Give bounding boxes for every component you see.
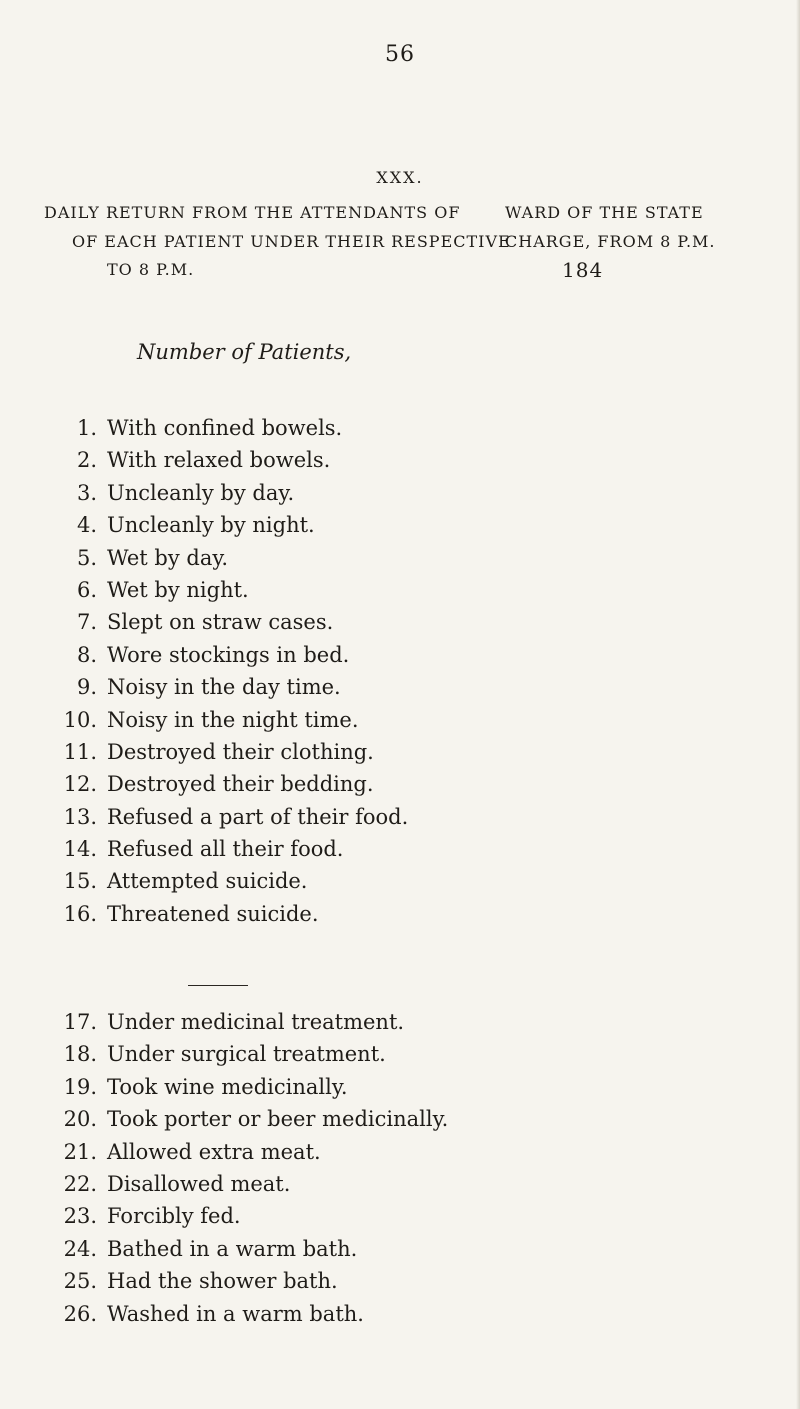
heading-right-line-3: 184 xyxy=(562,258,604,282)
heading-left-line-2: OF EACH PATIENT UNDER THEIR RESPECTIVE xyxy=(72,232,511,251)
list-item xyxy=(52,708,652,740)
list-item-number: 15. xyxy=(63,869,97,894)
list-item-number: 4. xyxy=(76,513,97,538)
section-numeral: XXX. xyxy=(376,168,424,187)
list-item-number: 11. xyxy=(63,739,97,764)
list-item xyxy=(52,1140,652,1172)
list-item xyxy=(52,837,652,869)
heading-right-line-1: WARD OF THE STATE xyxy=(505,203,704,222)
heading-right-line-2: CHARGE, FROM 8 P.M. xyxy=(505,232,716,251)
list-item-text: Noisy in the day time. xyxy=(107,675,341,700)
list-item-text: Noisy in the night time. xyxy=(107,707,359,732)
list-item xyxy=(52,1107,652,1139)
list-item-text: Took wine medicinally. xyxy=(107,1074,348,1099)
list-item xyxy=(52,513,652,545)
list-item xyxy=(52,1204,652,1236)
list-item-number: 25. xyxy=(63,1269,97,1294)
subtitle: Number of Patients, xyxy=(137,340,352,364)
list-item-number: 22. xyxy=(63,1171,97,1196)
list-item-text: With relaxed bowels. xyxy=(107,448,331,473)
list-item xyxy=(52,1302,652,1334)
list-item-text: Slept on straw cases. xyxy=(107,610,334,635)
item-list-part-2 xyxy=(52,1010,652,1334)
heading-left-line-3: TO 8 P.M. xyxy=(107,260,195,279)
list-item-text: Forcibly fed. xyxy=(107,1204,241,1229)
list-item-number: 10. xyxy=(63,707,97,732)
list-item xyxy=(52,1172,652,1204)
list-item-text: With confined bowels. xyxy=(107,416,343,440)
page-number: 56 xyxy=(385,42,415,67)
list-item-text: Destroyed their bedding. xyxy=(107,772,374,797)
item-list-part-1 xyxy=(52,416,652,934)
list-item-number: 19. xyxy=(63,1074,97,1099)
list-item xyxy=(52,902,652,934)
list-item xyxy=(52,1237,652,1269)
list-item-number: 24. xyxy=(63,1236,97,1261)
list-item xyxy=(52,772,652,804)
section-divider xyxy=(188,985,248,986)
list-item-text: Under medicinal treatment. xyxy=(107,1010,405,1034)
list-item-number: 18. xyxy=(63,1042,97,1067)
list-item xyxy=(52,1075,652,1107)
list-item-text: Took porter or beer medicinally. xyxy=(107,1107,449,1132)
list-item-text: Wet by day. xyxy=(107,545,229,570)
list-item-number: 6. xyxy=(76,577,97,602)
list-item xyxy=(52,481,652,513)
list-item-text: Disallowed meat. xyxy=(107,1171,291,1196)
list-item xyxy=(52,416,652,448)
list-item xyxy=(52,740,652,772)
list-item xyxy=(52,1010,652,1042)
list-item-number: 1. xyxy=(76,416,97,440)
list-item-number: 3. xyxy=(76,480,97,505)
list-item-text: Destroyed their clothing. xyxy=(107,739,374,764)
list-item xyxy=(52,675,652,707)
list-item-number: 8. xyxy=(76,642,97,667)
list-item-number: 12. xyxy=(63,772,97,797)
page-edge-shadow xyxy=(796,0,800,1409)
list-item-number: 17. xyxy=(63,1010,97,1034)
list-item-text: Under surgical treatment. xyxy=(107,1042,386,1067)
list-item xyxy=(52,448,652,480)
list-item-number: 13. xyxy=(63,804,97,829)
list-item xyxy=(52,578,652,610)
list-item-number: 2. xyxy=(76,448,97,473)
list-item-number: 5. xyxy=(76,545,97,570)
list-item-number: 21. xyxy=(63,1139,97,1164)
list-item-text: Allowed extra meat. xyxy=(107,1139,321,1164)
list-item-text: Uncleanly by night. xyxy=(107,513,315,538)
list-item xyxy=(52,610,652,642)
list-item-text: Wet by night. xyxy=(107,577,249,602)
list-item-number: 23. xyxy=(63,1204,97,1229)
list-item xyxy=(52,546,652,578)
list-item-number: 7. xyxy=(76,610,97,635)
list-item-text: Threatened suicide. xyxy=(107,901,319,926)
list-item xyxy=(52,869,652,901)
list-item-text: Uncleanly by day. xyxy=(107,480,295,505)
list-item xyxy=(52,805,652,837)
list-item-number: 16. xyxy=(63,901,97,926)
list-item-number: 9. xyxy=(76,675,97,700)
list-item-number: 26. xyxy=(63,1301,97,1326)
list-item-number: 20. xyxy=(63,1107,97,1132)
list-item-text: Refused all their food. xyxy=(107,837,344,862)
list-item-text: Had the shower bath. xyxy=(107,1269,338,1294)
list-item xyxy=(52,1042,652,1074)
list-item-number: 14. xyxy=(63,837,97,862)
list-item-text: Washed in a warm bath. xyxy=(107,1301,364,1326)
list-item xyxy=(52,643,652,675)
list-item-text: Attempted suicide. xyxy=(107,869,308,894)
list-item-text: Wore stockings in bed. xyxy=(107,642,350,667)
heading-left-line-1: DAILY RETURN FROM THE ATTENDANTS OF xyxy=(44,203,461,222)
list-item xyxy=(52,1269,652,1301)
list-item-text: Refused a part of their food. xyxy=(107,804,409,829)
list-item-text: Bathed in a warm bath. xyxy=(107,1236,358,1261)
